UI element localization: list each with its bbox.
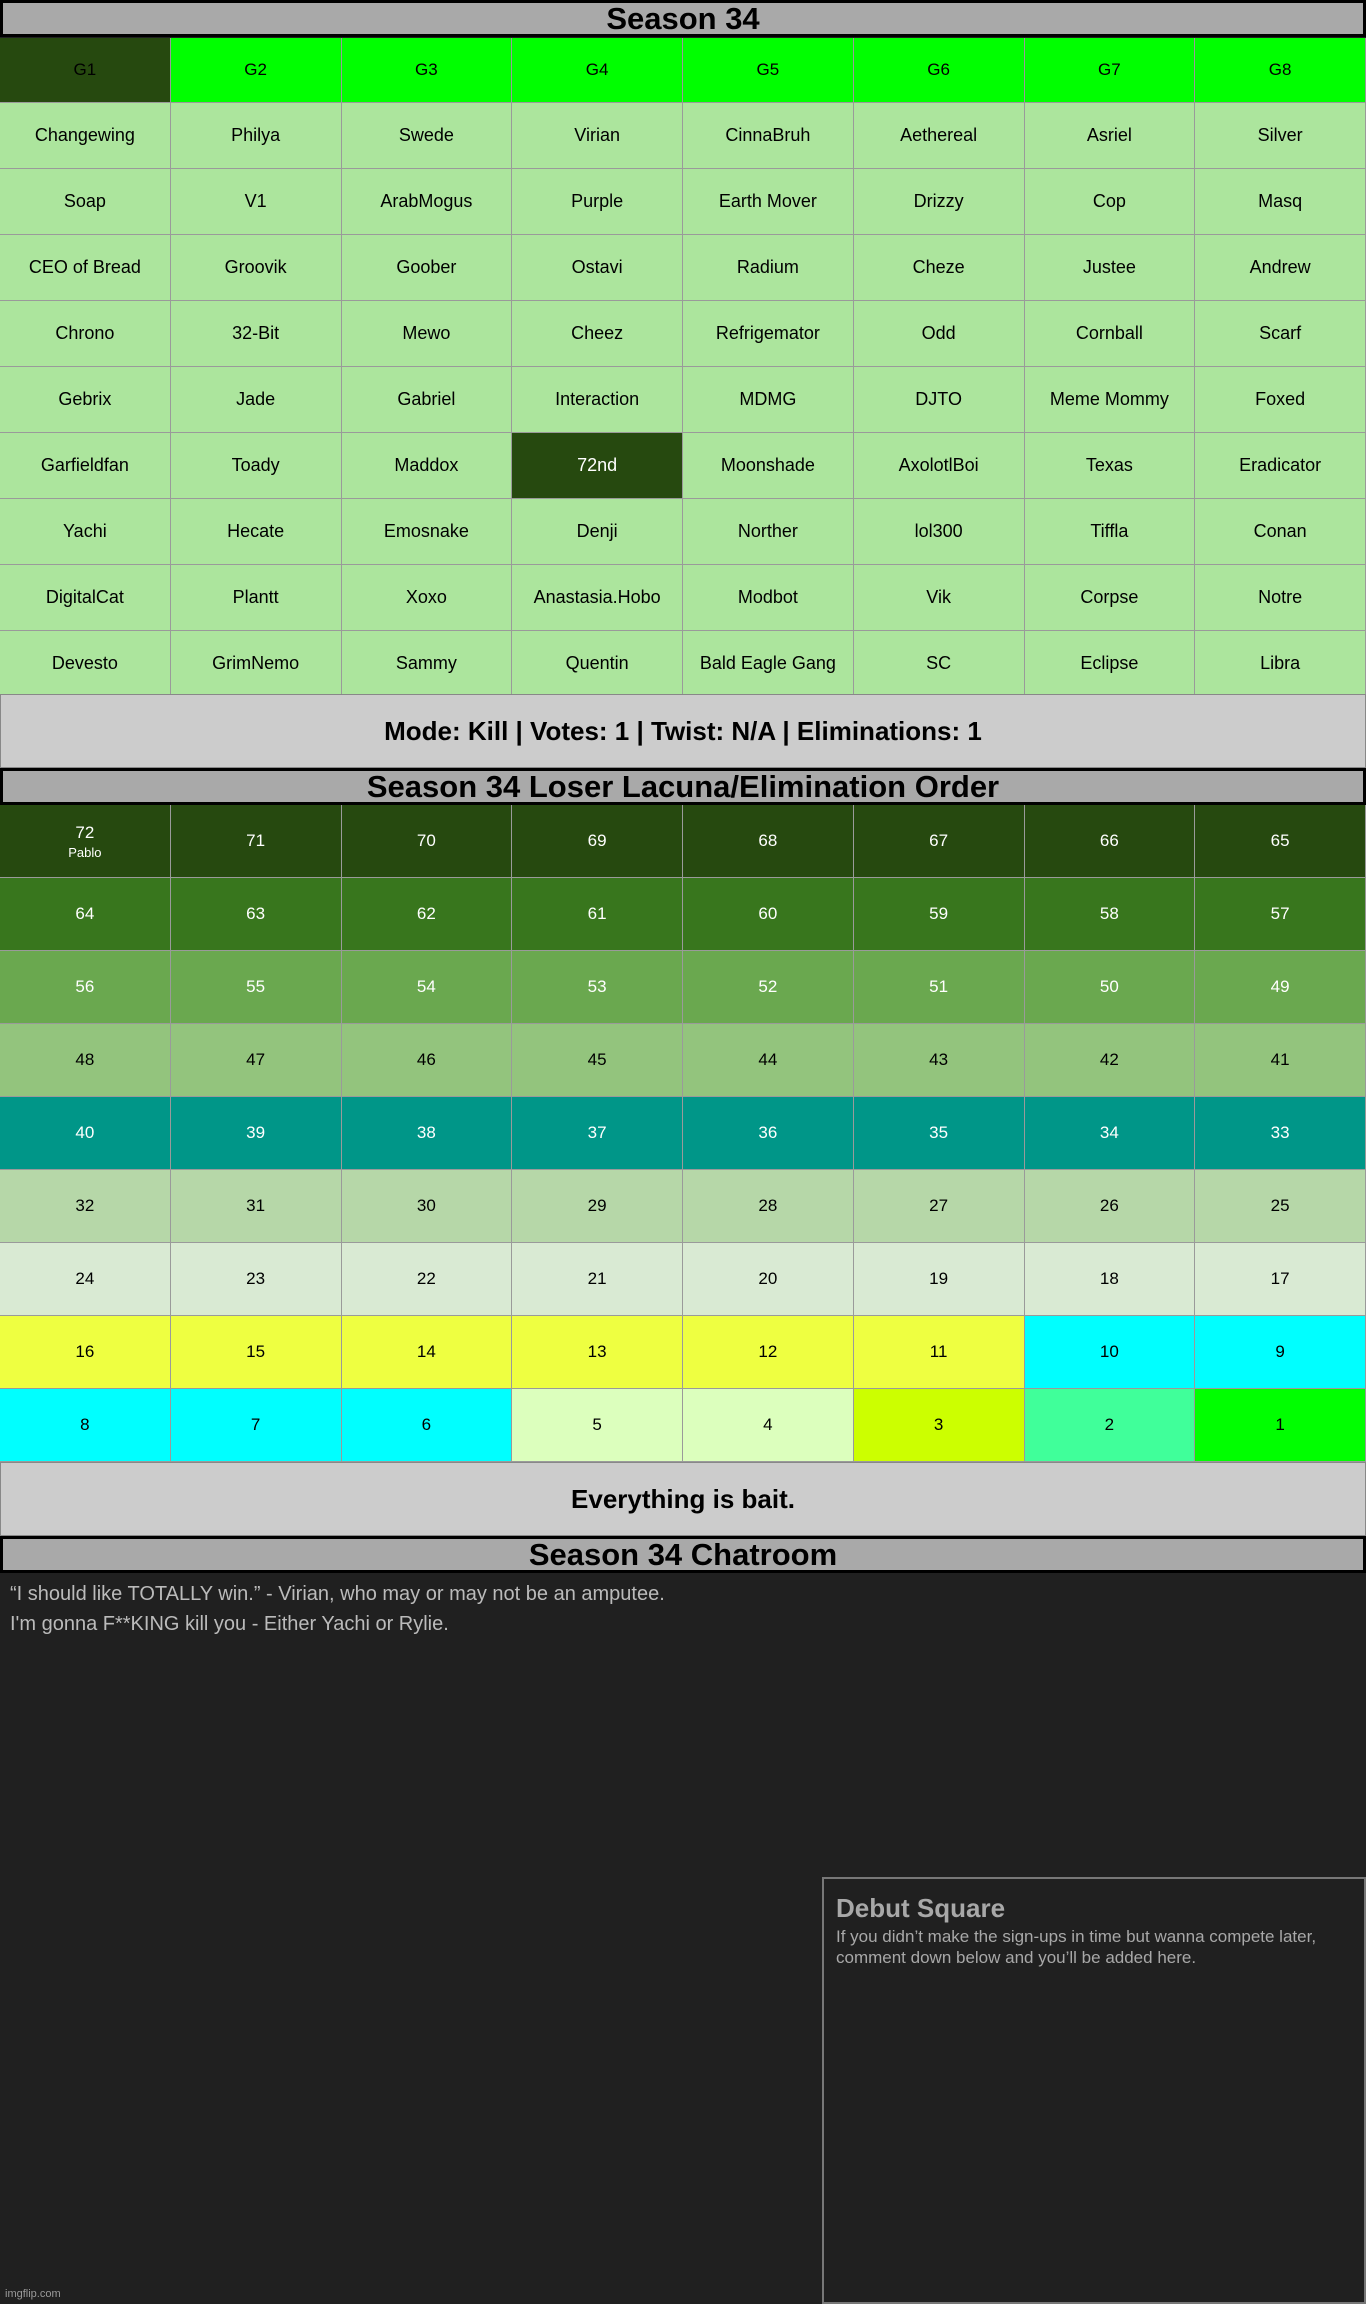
placement-number: 45 bbox=[587, 1050, 607, 1069]
contestant-cell: CinnaBruh bbox=[683, 103, 854, 169]
contestant-cell: Drizzy bbox=[854, 169, 1025, 235]
elimination-slot bbox=[0, 1024, 171, 1097]
elimination-slot bbox=[512, 1243, 683, 1316]
elimination-slot bbox=[171, 805, 342, 878]
placement-number: 62 bbox=[416, 904, 436, 923]
elimination-slot bbox=[342, 805, 513, 878]
contestant-cell: Cheez bbox=[512, 301, 683, 367]
placement-number: 39 bbox=[246, 1123, 266, 1142]
elimination-slot bbox=[171, 1316, 342, 1389]
contestant-cell: Scarf bbox=[1195, 301, 1366, 367]
elimination-slot bbox=[171, 1389, 342, 1462]
status-line: Mode: Kill | Votes: 1 | Twist: N/A | Eliminations: 1 bbox=[0, 694, 1366, 768]
elimination-slot bbox=[1025, 1316, 1196, 1389]
contestant-cell: Purple bbox=[512, 169, 683, 235]
elimination-slot bbox=[683, 1097, 854, 1170]
contestant-cell: Asriel bbox=[1025, 103, 1196, 169]
elimination-slot bbox=[1195, 1170, 1366, 1243]
placement-number: 9 bbox=[1275, 1342, 1285, 1361]
placement-number: 31 bbox=[246, 1196, 266, 1215]
contestant-cell: Goober bbox=[342, 235, 513, 301]
elimination-slot bbox=[683, 1243, 854, 1316]
placement-number: 59 bbox=[929, 904, 949, 923]
elimination-slot bbox=[171, 1097, 342, 1170]
elimination-slot bbox=[512, 1389, 683, 1462]
contestant-cell: Conan bbox=[1195, 499, 1366, 565]
chatroom-title: Season 34 Chatroom bbox=[0, 1536, 1366, 1573]
elimination-slot bbox=[512, 878, 683, 951]
placement-number: 27 bbox=[929, 1196, 949, 1215]
placement-number: 67 bbox=[929, 831, 949, 850]
contestant-cell: Groovik bbox=[171, 235, 342, 301]
contestant-cell: Eradicator bbox=[1195, 433, 1366, 499]
contestant-cell: Toady bbox=[171, 433, 342, 499]
placement-number: 61 bbox=[587, 904, 607, 923]
contestant-cell: AxolotlBoi bbox=[854, 433, 1025, 499]
elimination-slot bbox=[1195, 878, 1366, 951]
contestant-cell: Gebrix bbox=[0, 367, 171, 433]
contestant-cell: Chrono bbox=[0, 301, 171, 367]
elimination-slot bbox=[342, 1097, 513, 1170]
contestant-cell: Andrew bbox=[1195, 235, 1366, 301]
elimination-slot bbox=[1195, 1097, 1366, 1170]
placement-number: 47 bbox=[246, 1050, 266, 1069]
placement-number: 53 bbox=[587, 977, 607, 996]
placement-number: 70 bbox=[416, 831, 436, 850]
contestant-cell: Interaction bbox=[512, 367, 683, 433]
contestant-cell: Changewing bbox=[0, 103, 171, 169]
placement-number: 46 bbox=[416, 1050, 436, 1069]
placement-number: 14 bbox=[416, 1342, 436, 1361]
contestant-cell: Eclipse bbox=[1025, 631, 1196, 697]
group-header: G2 bbox=[171, 38, 342, 103]
contestant-cell: Meme Mommy bbox=[1025, 367, 1196, 433]
elimination-slot bbox=[683, 1024, 854, 1097]
elimination-slot bbox=[0, 1389, 171, 1462]
contestant-cell: Foxed bbox=[1195, 367, 1366, 433]
contestant-cell: Texas bbox=[1025, 433, 1196, 499]
contestant-cell: Virian bbox=[512, 103, 683, 169]
contestant-cell: Modbot bbox=[683, 565, 854, 631]
placement-number: 32 bbox=[75, 1196, 95, 1215]
elimination-slot bbox=[171, 951, 342, 1024]
contestant-cell: MDMG bbox=[683, 367, 854, 433]
debut-square-panel bbox=[822, 1877, 1366, 2304]
contestant-cell: Ostavi bbox=[512, 235, 683, 301]
contestant-cell: Xoxo bbox=[342, 565, 513, 631]
elimination-slot bbox=[1195, 951, 1366, 1024]
debut-square-description: If you didn’t make the sign-ups in time but wanna compete later, comment down below and you’ll be added here. bbox=[836, 1927, 1317, 1967]
elimination-slot bbox=[1025, 1024, 1196, 1097]
contestant-cell: Anastasia.Hobo bbox=[512, 565, 683, 631]
roster-grid bbox=[0, 38, 1366, 697]
contestant-cell: lol300 bbox=[854, 499, 1025, 565]
placement-number: 72 bbox=[75, 822, 95, 842]
contestant-cell: Tiffla bbox=[1025, 499, 1196, 565]
placement-number: 65 bbox=[1270, 831, 1290, 850]
contestant-cell: Bald Eagle Gang bbox=[683, 631, 854, 697]
contestant-cell: Devesto bbox=[0, 631, 171, 697]
placement-number: 15 bbox=[246, 1342, 266, 1361]
eliminated-name: Pablo bbox=[68, 844, 102, 860]
contestant-cell: Sammy bbox=[342, 631, 513, 697]
contestant-cell: Norther bbox=[683, 499, 854, 565]
group-header: G6 bbox=[854, 38, 1025, 103]
elimination-slot bbox=[512, 805, 683, 878]
contestant-cell: DigitalCat bbox=[0, 565, 171, 631]
placement-number: 13 bbox=[587, 1342, 607, 1361]
elimination-slot bbox=[342, 1243, 513, 1316]
contestant-cell: Mewo bbox=[342, 301, 513, 367]
elimination-grid bbox=[0, 805, 1366, 1462]
placement-number: 7 bbox=[250, 1415, 261, 1434]
elimination-slot bbox=[171, 1024, 342, 1097]
group-header: G8 bbox=[1195, 38, 1366, 103]
group-header: G4 bbox=[512, 38, 683, 103]
contestant-cell: Hecate bbox=[171, 499, 342, 565]
elimination-slot bbox=[1195, 1316, 1366, 1389]
contestant-cell: Masq bbox=[1195, 169, 1366, 235]
elimination-slot bbox=[0, 951, 171, 1024]
elimination-slot bbox=[0, 1170, 171, 1243]
placement-number: 44 bbox=[758, 1050, 778, 1069]
contestant-cell: Emosnake bbox=[342, 499, 513, 565]
elimination-slot bbox=[683, 951, 854, 1024]
elimination-slot bbox=[683, 1170, 854, 1243]
chat-line-1: “I should like TOTALLY win.” - Virian, who may or may not be an amputee. bbox=[10, 1583, 665, 1605]
elimination-slot bbox=[512, 1170, 683, 1243]
contestant-cell: Cornball bbox=[1025, 301, 1196, 367]
placement-number: 29 bbox=[587, 1196, 607, 1215]
placement-number: 64 bbox=[75, 904, 95, 923]
group-header: G5 bbox=[683, 38, 854, 103]
placement-number: 23 bbox=[246, 1269, 266, 1288]
placement-number: 33 bbox=[1270, 1123, 1290, 1142]
contestant-cell: Cheze bbox=[854, 235, 1025, 301]
placement-number: 30 bbox=[416, 1196, 436, 1215]
contestant-cell: Notre bbox=[1195, 565, 1366, 631]
elimination-slot bbox=[1025, 1389, 1196, 1462]
placement-number: 10 bbox=[1099, 1342, 1119, 1361]
elimination-slot bbox=[854, 805, 1025, 878]
placement-number: 58 bbox=[1099, 904, 1119, 923]
placement-number: 42 bbox=[1099, 1050, 1119, 1069]
placement-number: 8 bbox=[80, 1415, 90, 1434]
elimination-slot bbox=[342, 1316, 513, 1389]
elimination-slot bbox=[512, 1024, 683, 1097]
placement-number: 34 bbox=[1099, 1123, 1119, 1142]
contestant-cell: Aethereal bbox=[854, 103, 1025, 169]
contestant-cell: Quentin bbox=[512, 631, 683, 697]
contestant-cell: Odd bbox=[854, 301, 1025, 367]
elimination-slot bbox=[171, 878, 342, 951]
contestant-cell: Soap bbox=[0, 169, 171, 235]
placement-number: 6 bbox=[421, 1415, 432, 1434]
contestant-cell: Philya bbox=[171, 103, 342, 169]
placement-number: 18 bbox=[1099, 1269, 1119, 1288]
placement-number: 25 bbox=[1270, 1196, 1290, 1215]
elimination-slot bbox=[171, 1170, 342, 1243]
elimination-slot bbox=[854, 878, 1025, 951]
elimination-slot bbox=[854, 1097, 1025, 1170]
contestant-cell: 32-Bit bbox=[171, 301, 342, 367]
placement-number: 51 bbox=[929, 977, 949, 996]
placement-number: 43 bbox=[929, 1050, 949, 1069]
elimination-slot bbox=[0, 805, 171, 878]
placement-number: 36 bbox=[758, 1123, 778, 1142]
placement-number: 28 bbox=[758, 1196, 778, 1215]
contestant-cell: Gabriel bbox=[342, 367, 513, 433]
placement-number: 69 bbox=[587, 831, 607, 850]
placement-number: 3 bbox=[933, 1415, 944, 1434]
placement-number: 54 bbox=[416, 977, 436, 996]
group-header: G3 bbox=[342, 38, 513, 103]
contestant-cell: Cop bbox=[1025, 169, 1196, 235]
placement-number: 48 bbox=[75, 1050, 95, 1069]
contestant-cell: SC bbox=[854, 631, 1025, 697]
contestant-cell: Vik bbox=[854, 565, 1025, 631]
elimination-slot bbox=[1195, 1389, 1366, 1462]
watermark: imgflip.com bbox=[5, 2288, 61, 2300]
elimination-slot bbox=[512, 1316, 683, 1389]
elimination-slot bbox=[683, 878, 854, 951]
elimination-slot bbox=[0, 878, 171, 951]
elimination-slot bbox=[342, 951, 513, 1024]
season-title: Season 34 bbox=[0, 0, 1366, 37]
elimination-slot bbox=[342, 1170, 513, 1243]
placement-number: 11 bbox=[929, 1342, 948, 1361]
contestant-cell: Garfieldfan bbox=[0, 433, 171, 499]
elimination-slot bbox=[1025, 1097, 1196, 1170]
contestant-cell: ArabMogus bbox=[342, 169, 513, 235]
elimination-slot bbox=[0, 1243, 171, 1316]
placement-number: 5 bbox=[592, 1415, 602, 1434]
contestant-cell: Moonshade bbox=[683, 433, 854, 499]
contestant-cell: Radium bbox=[683, 235, 854, 301]
elimination-slot bbox=[854, 951, 1025, 1024]
chat-line-2: I'm gonna F**KING kill you - Either Yachi or Rylie. bbox=[10, 1613, 449, 1635]
placement-number: 41 bbox=[1270, 1050, 1290, 1069]
placement-number: 66 bbox=[1099, 831, 1119, 850]
elimination-slot bbox=[854, 1170, 1025, 1243]
elimination-slot bbox=[854, 1389, 1025, 1462]
contestant-cell: Plantt bbox=[171, 565, 342, 631]
elimination-slot bbox=[854, 1316, 1025, 1389]
placement-number: 4 bbox=[763, 1415, 773, 1434]
placement-number: 19 bbox=[929, 1269, 949, 1288]
placement-number: 71 bbox=[246, 831, 266, 850]
contestant-cell: Corpse bbox=[1025, 565, 1196, 631]
placement-number: 57 bbox=[1270, 904, 1290, 923]
placement-number: 38 bbox=[416, 1123, 436, 1142]
contestant-cell: GrimNemo bbox=[171, 631, 342, 697]
elimination-slot bbox=[683, 805, 854, 878]
elimination-slot bbox=[0, 1097, 171, 1170]
placement-number: 50 bbox=[1099, 977, 1119, 996]
elimination-slot bbox=[1025, 1243, 1196, 1316]
placement-number: 49 bbox=[1270, 977, 1290, 996]
group-header: G7 bbox=[1025, 38, 1196, 103]
placement-number: 55 bbox=[246, 977, 266, 996]
elimination-slot bbox=[1025, 951, 1196, 1024]
contestant-cell: Justee bbox=[1025, 235, 1196, 301]
contestant-cell: V1 bbox=[171, 169, 342, 235]
placement-number: 40 bbox=[75, 1123, 95, 1142]
elimination-slot bbox=[1025, 805, 1196, 878]
contestant-cell: Libra bbox=[1195, 631, 1366, 697]
elimination-slot bbox=[1195, 805, 1366, 878]
elimination-slot bbox=[171, 1243, 342, 1316]
contestant-cell: Jade bbox=[171, 367, 342, 433]
placement-number: 37 bbox=[587, 1123, 607, 1142]
contestant-cell: 72nd bbox=[512, 433, 683, 499]
elimination-slot bbox=[854, 1243, 1025, 1316]
placement-number: 60 bbox=[758, 904, 778, 923]
elimination-slot bbox=[342, 1024, 513, 1097]
placement-number: 22 bbox=[416, 1269, 436, 1288]
placement-number: 12 bbox=[758, 1342, 778, 1361]
placement-number: 63 bbox=[246, 904, 266, 923]
placement-number: 17 bbox=[1270, 1269, 1290, 1288]
placement-number: 20 bbox=[758, 1269, 778, 1288]
elimination-slot bbox=[854, 1024, 1025, 1097]
elimination-slot bbox=[342, 878, 513, 951]
placement-number: 24 bbox=[75, 1269, 95, 1288]
elimination-slot bbox=[1195, 1024, 1366, 1097]
contestant-cell: Denji bbox=[512, 499, 683, 565]
elimination-slot bbox=[1025, 878, 1196, 951]
tagline: Everything is bait. bbox=[0, 1462, 1366, 1536]
contestant-cell: CEO of Bread bbox=[0, 235, 171, 301]
placement-number: 16 bbox=[75, 1342, 95, 1361]
contestant-cell: Yachi bbox=[0, 499, 171, 565]
placement-number: 26 bbox=[1099, 1196, 1119, 1215]
contestant-cell: DJTO bbox=[854, 367, 1025, 433]
elimination-slot bbox=[1025, 1170, 1196, 1243]
elimination-slot bbox=[512, 951, 683, 1024]
contestant-cell: Swede bbox=[342, 103, 513, 169]
placement-number: 35 bbox=[929, 1123, 949, 1142]
placement-number: 21 bbox=[587, 1269, 607, 1288]
contestant-cell: Earth Mover bbox=[683, 169, 854, 235]
elimination-slot bbox=[0, 1316, 171, 1389]
placement-number: 2 bbox=[1104, 1415, 1115, 1434]
elimination-slot bbox=[342, 1389, 513, 1462]
placement-number: 56 bbox=[75, 977, 95, 996]
group-header: G1 bbox=[0, 38, 171, 103]
contestant-cell: Silver bbox=[1195, 103, 1366, 169]
placement-number: 52 bbox=[758, 977, 778, 996]
debut-square-title: Debut Square bbox=[836, 1893, 1006, 1923]
placement-number: 1 bbox=[1275, 1415, 1285, 1434]
elimination-slot bbox=[512, 1097, 683, 1170]
elimination-slot bbox=[683, 1389, 854, 1462]
placement-number: 68 bbox=[758, 831, 778, 850]
contestant-cell: Maddox bbox=[342, 433, 513, 499]
elimination-slot bbox=[1195, 1243, 1366, 1316]
contestant-cell: Refrigemator bbox=[683, 301, 854, 367]
elimination-slot bbox=[683, 1316, 854, 1389]
elimination-title: Season 34 Loser Lacuna/Elimination Order bbox=[0, 768, 1366, 805]
